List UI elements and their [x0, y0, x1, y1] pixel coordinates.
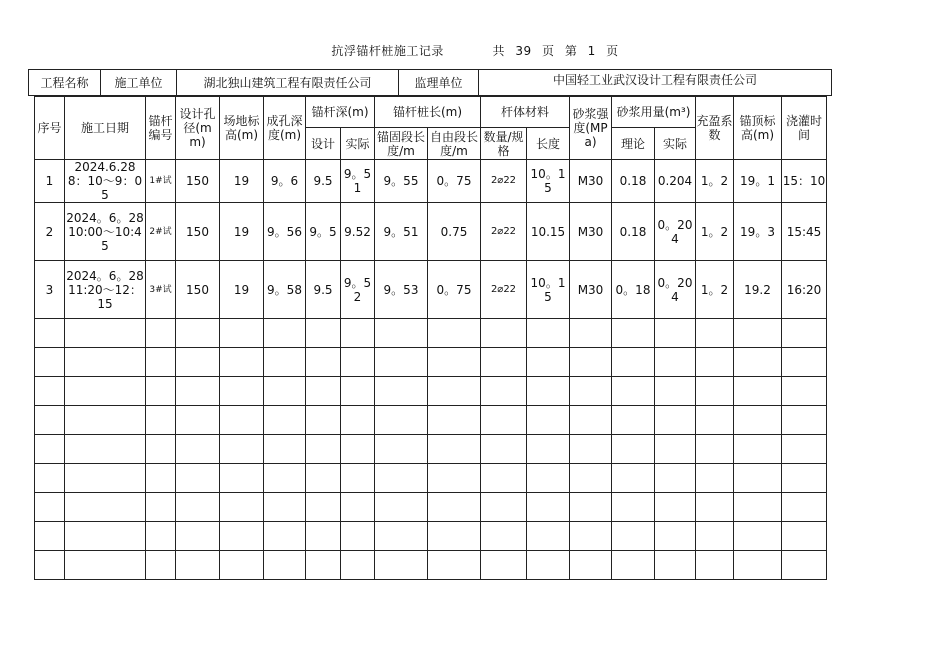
- empty-cell: [375, 522, 428, 551]
- empty-cell: [428, 406, 481, 435]
- empty-cell: [65, 522, 146, 551]
- empty-cell: [264, 464, 306, 493]
- empty-cell: [375, 319, 428, 348]
- header-seq: 序号: [35, 97, 65, 160]
- header-depth-design: 设计: [306, 128, 341, 160]
- empty-table-row: [35, 348, 827, 377]
- empty-cell: [612, 551, 655, 580]
- empty-cell: [341, 348, 375, 377]
- header-anchor-depth: 锚杆深(m): [306, 97, 375, 128]
- empty-cell: [782, 406, 827, 435]
- empty-cell: [146, 551, 176, 580]
- table-row: [35, 203, 827, 261]
- empty-cell: [570, 406, 612, 435]
- cell-hole-diameter: 150: [176, 203, 220, 261]
- empty-cell: [481, 348, 527, 377]
- empty-cell: [612, 522, 655, 551]
- empty-cell: [527, 435, 570, 464]
- empty-cell: [696, 522, 734, 551]
- empty-cell: [734, 435, 782, 464]
- header-hole-depth: 成孔深度(m): [264, 97, 306, 160]
- empty-cell: [481, 522, 527, 551]
- header-pile-length: 锚杆桩长(m): [375, 97, 481, 128]
- cell-free-segment: 0.75: [428, 203, 481, 261]
- page-unit-2: 页: [606, 44, 619, 58]
- empty-cell: [341, 435, 375, 464]
- empty-rows: [35, 319, 827, 580]
- empty-cell: [264, 551, 306, 580]
- empty-cell: [35, 377, 65, 406]
- cell-pour-time: 15:45: [782, 203, 827, 261]
- empty-cell: [612, 377, 655, 406]
- empty-cell: [655, 435, 696, 464]
- header-fill-coefficient: 充盈系数: [696, 97, 734, 160]
- empty-table-row: [35, 377, 827, 406]
- empty-cell: [306, 493, 341, 522]
- empty-table-row: [35, 435, 827, 464]
- empty-cell: [481, 319, 527, 348]
- empty-cell: [481, 406, 527, 435]
- empty-cell: [527, 464, 570, 493]
- empty-cell: [306, 551, 341, 580]
- empty-cell: [220, 319, 264, 348]
- empty-cell: [696, 348, 734, 377]
- empty-cell: [65, 551, 146, 580]
- empty-cell: [35, 522, 65, 551]
- empty-cell: [570, 348, 612, 377]
- empty-cell: [481, 493, 527, 522]
- cell-hole-depth: 9。56: [264, 203, 306, 261]
- cell-hole-diameter: 150: [176, 160, 220, 203]
- empty-cell: [306, 319, 341, 348]
- empty-cell: [264, 522, 306, 551]
- empty-cell: [264, 377, 306, 406]
- cell-seq: 3: [35, 261, 65, 319]
- header-mortar-strength: 砂浆强度(MPa): [570, 97, 612, 160]
- page-title: [0, 42, 950, 59]
- empty-cell: [655, 464, 696, 493]
- empty-cell: [782, 435, 827, 464]
- empty-cell: [527, 377, 570, 406]
- empty-cell: [570, 319, 612, 348]
- header-free-segment: 自由段长度/m: [428, 128, 481, 160]
- empty-cell: [612, 464, 655, 493]
- empty-cell: [375, 493, 428, 522]
- cell-hole-depth: 9。6: [264, 160, 306, 203]
- empty-cell: [782, 464, 827, 493]
- record-title: 抗浮锚杆桩施工记录: [331, 44, 444, 58]
- empty-cell: [696, 551, 734, 580]
- empty-cell: [612, 348, 655, 377]
- cell-fill-coefficient: 1。2: [696, 261, 734, 319]
- cell-fill-coefficient: 1。2: [696, 160, 734, 203]
- empty-cell: [65, 319, 146, 348]
- cell-pour-time: 15：10: [782, 160, 827, 203]
- header-depth-actual: 实际: [341, 128, 375, 160]
- empty-cell: [782, 551, 827, 580]
- header-date: 施工日期: [65, 97, 146, 160]
- empty-cell: [734, 406, 782, 435]
- empty-cell: [306, 377, 341, 406]
- empty-cell: [696, 377, 734, 406]
- empty-cell: [35, 406, 65, 435]
- cell-depth-actual: 9.52: [341, 203, 375, 261]
- cell-mortar-theory: 0.18: [612, 160, 655, 203]
- empty-cell: [176, 406, 220, 435]
- empty-cell: [65, 348, 146, 377]
- empty-cell: [696, 319, 734, 348]
- empty-cell: [341, 551, 375, 580]
- empty-cell: [612, 493, 655, 522]
- cell-top-elevation: 19。1: [734, 160, 782, 203]
- header-hole-diameter: 设计孔径(mm): [176, 97, 220, 160]
- empty-cell: [481, 464, 527, 493]
- cell-mortar-theory: 0.18: [612, 203, 655, 261]
- supervisor-value: 中国轻工业武汉设计工程有限责任公司: [552, 73, 757, 87]
- empty-cell: [176, 464, 220, 493]
- header-top-elevation: 锚顶标高(m): [734, 97, 782, 160]
- total-label: 共: [492, 44, 506, 58]
- empty-cell: [264, 493, 306, 522]
- empty-cell: [782, 493, 827, 522]
- cell-mortar-strength: M30: [570, 160, 612, 203]
- empty-cell: [696, 435, 734, 464]
- cell-anchor-segment: 9。55: [375, 160, 428, 203]
- table-row: [35, 261, 827, 319]
- empty-cell: [176, 319, 220, 348]
- empty-cell: [570, 551, 612, 580]
- header-anchor-no: 锚杆编号: [146, 97, 176, 160]
- cell-anchor-no: 2#试: [146, 203, 176, 261]
- cell-anchor-segment: 9。53: [375, 261, 428, 319]
- header-mortar-amount: 砂浆用量(m³): [612, 97, 696, 128]
- empty-cell: [176, 551, 220, 580]
- contractor-label: 施工单位: [101, 70, 177, 95]
- header-mortar-actual: 实际: [655, 128, 696, 160]
- empty-table-row: [35, 522, 827, 551]
- cell-depth-design: 9.5: [306, 261, 341, 319]
- empty-cell: [428, 493, 481, 522]
- empty-cell: [146, 522, 176, 551]
- empty-cell: [428, 464, 481, 493]
- cell-anchor-no: 1#试: [146, 160, 176, 203]
- empty-cell: [341, 493, 375, 522]
- empty-cell: [176, 377, 220, 406]
- empty-cell: [782, 319, 827, 348]
- empty-cell: [35, 319, 65, 348]
- empty-cell: [341, 464, 375, 493]
- empty-cell: [734, 493, 782, 522]
- empty-cell: [176, 348, 220, 377]
- empty-cell: [341, 522, 375, 551]
- empty-cell: [306, 522, 341, 551]
- header-mortar-theory: 理论: [612, 128, 655, 160]
- empty-cell: [570, 435, 612, 464]
- empty-cell: [375, 551, 428, 580]
- empty-cell: [146, 377, 176, 406]
- empty-cell: [428, 377, 481, 406]
- empty-cell: [570, 464, 612, 493]
- empty-cell: [306, 435, 341, 464]
- empty-cell: [527, 522, 570, 551]
- empty-cell: [655, 348, 696, 377]
- empty-cell: [220, 377, 264, 406]
- empty-cell: [375, 348, 428, 377]
- cell-anchor-no: 3#试: [146, 261, 176, 319]
- cell-hole-depth: 9。58: [264, 261, 306, 319]
- empty-cell: [527, 551, 570, 580]
- empty-cell: [527, 406, 570, 435]
- empty-cell: [35, 348, 65, 377]
- header-material: 杆体材料: [481, 97, 570, 128]
- empty-cell: [220, 551, 264, 580]
- cell-anchor-segment: 9。51: [375, 203, 428, 261]
- cell-date: 2024。6。28 11:20～12：15: [65, 261, 146, 319]
- empty-cell: [341, 406, 375, 435]
- empty-cell: [655, 319, 696, 348]
- empty-cell: [375, 377, 428, 406]
- table-row: [35, 160, 827, 203]
- cell-date: 2024。6。28 10:00～10:45: [65, 203, 146, 261]
- cell-seq: 1: [35, 160, 65, 203]
- empty-cell: [176, 522, 220, 551]
- supervisor-label: 监理单位: [399, 70, 479, 95]
- empty-cell: [734, 319, 782, 348]
- page-label: 第: [564, 44, 578, 58]
- empty-cell: [570, 522, 612, 551]
- page-unit: 页: [541, 44, 555, 58]
- empty-cell: [734, 377, 782, 406]
- cell-depth-design: 9.5: [306, 160, 341, 203]
- empty-cell: [65, 377, 146, 406]
- cell-depth-actual: 9。52: [341, 261, 375, 319]
- cell-material-length: 10.15: [527, 203, 570, 261]
- empty-cell: [220, 522, 264, 551]
- total-pages: 39: [515, 44, 532, 58]
- cell-mortar-strength: M30: [570, 203, 612, 261]
- empty-cell: [176, 493, 220, 522]
- empty-cell: [734, 551, 782, 580]
- empty-cell: [146, 493, 176, 522]
- cell-site-elevation: 19: [220, 160, 264, 203]
- header-pour-time: 浇灌时间: [782, 97, 827, 160]
- empty-cell: [146, 319, 176, 348]
- cell-free-segment: 0。75: [428, 261, 481, 319]
- header-anchor-segment: 锚固段长度/m: [375, 128, 428, 160]
- empty-cell: [782, 377, 827, 406]
- empty-cell: [220, 348, 264, 377]
- empty-cell: [612, 406, 655, 435]
- empty-cell: [65, 406, 146, 435]
- empty-cell: [428, 551, 481, 580]
- header-material-length: 长度: [527, 128, 570, 160]
- cell-depth-actual: 9。51: [341, 160, 375, 203]
- empty-cell: [35, 551, 65, 580]
- empty-cell: [220, 406, 264, 435]
- empty-cell: [527, 493, 570, 522]
- cell-material-qty: 2⌀22: [481, 160, 527, 203]
- empty-table-row: [35, 406, 827, 435]
- empty-cell: [481, 435, 527, 464]
- empty-cell: [428, 348, 481, 377]
- empty-cell: [306, 348, 341, 377]
- empty-cell: [146, 464, 176, 493]
- empty-cell: [696, 406, 734, 435]
- cell-depth-design: 9。5: [306, 203, 341, 261]
- empty-cell: [655, 522, 696, 551]
- cell-site-elevation: 19: [220, 261, 264, 319]
- cell-site-elevation: 19: [220, 203, 264, 261]
- empty-cell: [306, 406, 341, 435]
- empty-cell: [527, 348, 570, 377]
- empty-cell: [35, 435, 65, 464]
- cell-top-elevation: 19.2: [734, 261, 782, 319]
- empty-cell: [527, 319, 570, 348]
- cell-free-segment: 0。75: [428, 160, 481, 203]
- empty-cell: [428, 435, 481, 464]
- empty-cell: [341, 377, 375, 406]
- project-info-row: [28, 69, 832, 96]
- cell-seq: 2: [35, 203, 65, 261]
- empty-cell: [570, 493, 612, 522]
- empty-cell: [146, 435, 176, 464]
- empty-cell: [375, 435, 428, 464]
- empty-cell: [782, 348, 827, 377]
- empty-cell: [306, 464, 341, 493]
- empty-cell: [35, 464, 65, 493]
- cell-material-length: 10。15: [527, 160, 570, 203]
- empty-table-row: [35, 493, 827, 522]
- empty-cell: [655, 493, 696, 522]
- contractor-value: 湖北独山建筑工程有限责任公司: [177, 70, 399, 95]
- empty-cell: [35, 493, 65, 522]
- empty-cell: [655, 377, 696, 406]
- empty-cell: [612, 319, 655, 348]
- empty-table-row: [35, 551, 827, 580]
- empty-cell: [176, 435, 220, 464]
- empty-cell: [696, 493, 734, 522]
- project-name-label: 工程名称: [29, 70, 101, 95]
- empty-cell: [570, 377, 612, 406]
- empty-cell: [264, 435, 306, 464]
- empty-cell: [782, 522, 827, 551]
- cell-date: 2024.6.28 8：10～9：05: [65, 160, 146, 203]
- empty-cell: [734, 464, 782, 493]
- empty-cell: [734, 522, 782, 551]
- empty-cell: [481, 377, 527, 406]
- empty-cell: [375, 406, 428, 435]
- cell-mortar-actual: 0.204: [655, 160, 696, 203]
- page-number: 1: [587, 44, 596, 58]
- empty-cell: [146, 348, 176, 377]
- empty-cell: [734, 348, 782, 377]
- empty-cell: [264, 406, 306, 435]
- cell-top-elevation: 19。3: [734, 203, 782, 261]
- cell-hole-diameter: 150: [176, 261, 220, 319]
- header-site-elevation: 场地标高(m): [220, 97, 264, 160]
- cell-material-qty: 2⌀22: [481, 261, 527, 319]
- empty-cell: [220, 493, 264, 522]
- empty-table-row: [35, 464, 827, 493]
- empty-cell: [65, 464, 146, 493]
- empty-cell: [655, 406, 696, 435]
- empty-cell: [612, 435, 655, 464]
- empty-cell: [428, 319, 481, 348]
- cell-mortar-actual: 0。204: [655, 261, 696, 319]
- empty-cell: [428, 522, 481, 551]
- empty-cell: [341, 319, 375, 348]
- empty-cell: [655, 551, 696, 580]
- cell-pour-time: 16:20: [782, 261, 827, 319]
- empty-cell: [264, 319, 306, 348]
- cell-mortar-actual: 0。204: [655, 203, 696, 261]
- empty-cell: [481, 551, 527, 580]
- empty-cell: [696, 464, 734, 493]
- record-table: [34, 96, 827, 580]
- empty-cell: [146, 406, 176, 435]
- cell-material-qty: 2⌀22: [481, 203, 527, 261]
- empty-cell: [220, 464, 264, 493]
- cell-material-length: 10。15: [527, 261, 570, 319]
- cell-fill-coefficient: 1。2: [696, 203, 734, 261]
- empty-cell: [375, 464, 428, 493]
- empty-cell: [264, 348, 306, 377]
- empty-table-row: [35, 319, 827, 348]
- empty-cell: [65, 493, 146, 522]
- empty-cell: [65, 435, 146, 464]
- cell-mortar-strength: M30: [570, 261, 612, 319]
- cell-mortar-theory: 0。18: [612, 261, 655, 319]
- empty-cell: [220, 435, 264, 464]
- header-material-qty: 数量/规格: [481, 128, 527, 160]
